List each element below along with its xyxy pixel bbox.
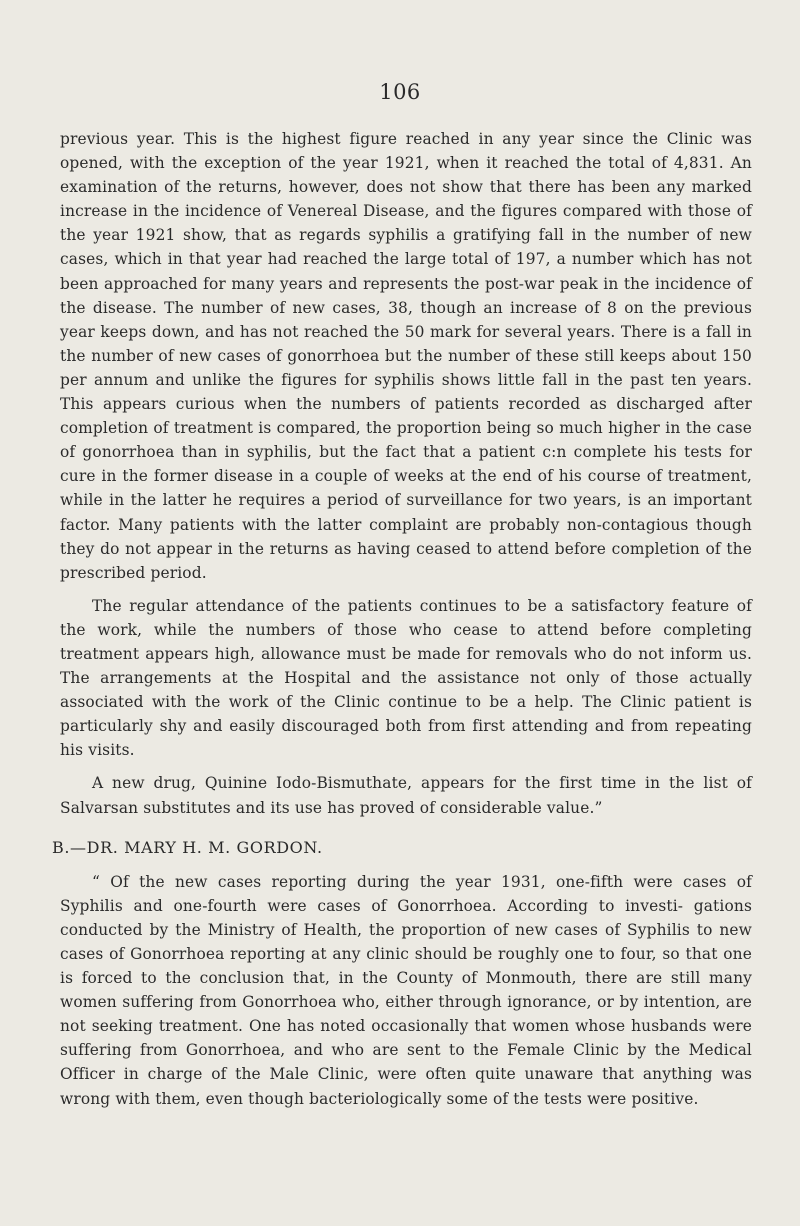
paragraph-new-drug: A new drug, Quinine Iodo-Bismuthate, appears for the first time in the list of Salvarsan substitutes and its use has proved of considerable value.” <box>60 774 752 817</box>
page-number: 106 <box>379 80 421 104</box>
paragraph-attendance: The regular attendance of the patients continues to be a satisfactory feature of the work, while the numbers of those who cease to attend before completing treatment appears high, allowance must be made for removals who do not inform us. The arrangements at the Hospital and the assistance not only of those actually associated with the work of the Clinic continue to be a help. The Clinic patient is particularly shy and easily discouraged both from first attending and from repeating his visits. <box>60 596 752 760</box>
section-heading: B.—DR. MARY H. M. GORDON. <box>52 837 323 857</box>
paragraph-continuation: previous year. This is the highest figure reached in any year since the Clinic was opened, with the exception of the year 1921, when it reached the total of 4,831. An examination of the returns, however, does not show that there has been any marked increase in the incidence of Venereal Disease, and the figures compared with those of the year 1921 show, that as regards syphilis a gratifying fall in the number of new cases, which in that year had reached the large total of 197, a number which has not been approached for many years and represents the post-war peak in the incidence of the disease. The number of new cases, 38, though an increase of 8 on the previous year keeps down, and has not reached the 50 mark for several years. There is a fall in the number of new cases of gonorrhoea but the number of these still keeps about 150 per annum and unlike the figures for syphilis shows little fall in the past ten years. This appears curious when the numbers of patients recorded as discharged after completion of treatment is compared, the proportion being so much higher in the case of gonorrhoea than in syphilis, but the fact that a patient c:n complete his tests for cure in the former disease in a couple of weeks at the end of his course of treatment, while in the latter he requires a period of surveillance for two years, is an important factor. Many patients with the latter complaint are probably non-contagious though they do not appear in the returns as having ceased to attend before completion of the prescribed period. <box>60 130 752 582</box>
paragraph-gordon-report: “ Of the new cases reporting during the year 1931, one-fifth were cases of Syphilis and one-fourth were cases of Gonorrhoea. According to investi- gations conducted by the Ministry of Health, the proportion of new cases of Syphilis to new cases of Gonorrhoea reporting at any clinic should be roughly one to four, so that one is forced to the conclusion that, in the County of Monmouth, there are still many women suffering from Gonorrhoea who, either through ignorance, or by intention, are not seeking treatment. One has noted occasionally that women whose husbands were suffering from Gonorrhoea, and who are sent to the Female Clinic by the Medical Officer in charge of the Male Clinic, were often quite unaware that anything was wrong with them, even though bacteriologically some of the tests were positive. <box>60 872 752 1108</box>
body-text <box>52 127 752 1111</box>
